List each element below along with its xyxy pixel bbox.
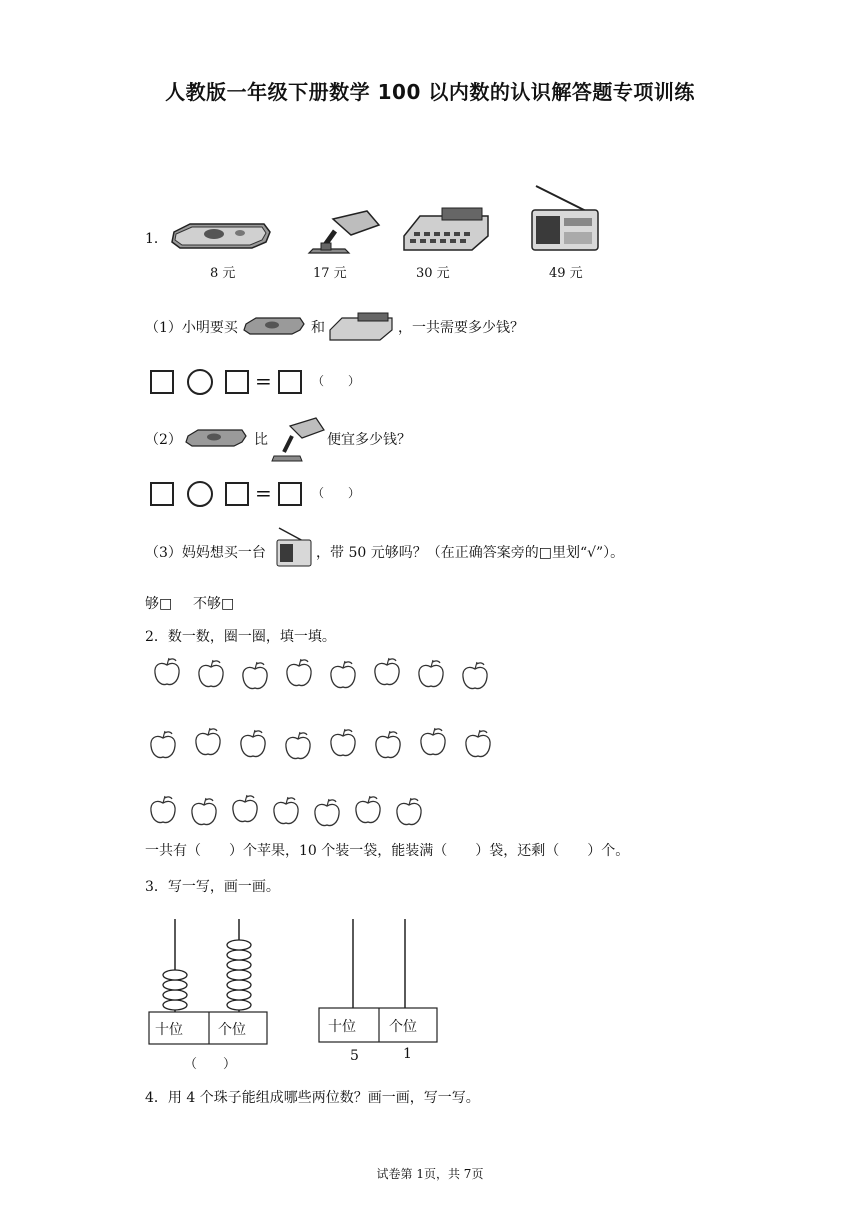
ones-label: 个位 xyxy=(389,1019,417,1035)
answer-box[interactable] xyxy=(150,370,174,394)
apple-icon xyxy=(418,726,448,758)
price-lamp: 17 元 xyxy=(313,266,347,281)
radio-image xyxy=(528,182,604,254)
radio-small-icon xyxy=(275,526,313,570)
ones-label: 个位 xyxy=(218,1022,246,1038)
operator-circle[interactable] xyxy=(187,481,213,507)
toy-board-small-icon xyxy=(242,314,306,338)
q2-fill-sentence: 一共有（ ）个苹果，10 个装一袋，能装满（ ）袋，还剩（ ）个。 xyxy=(145,843,630,859)
apple-icon xyxy=(460,660,490,692)
toy-board-small-icon xyxy=(184,426,248,450)
apple-icon xyxy=(394,796,424,828)
q1-sub3-prefix: （3）妈妈想买一台 xyxy=(145,545,266,561)
abacus-bead xyxy=(227,950,251,960)
option-enough[interactable]: 够□ xyxy=(145,596,173,612)
apple-icon xyxy=(284,657,314,689)
page-title: 人教版一年级下册数学 100 以内数的认识解答题专项训练 xyxy=(165,80,695,104)
apple-icon xyxy=(148,729,178,761)
right-ones-digit: 1 xyxy=(403,1046,412,1062)
abacus-bead xyxy=(163,1000,187,1010)
apple-icon xyxy=(189,796,219,828)
toy-board-image xyxy=(168,218,272,254)
apple-icon xyxy=(238,728,268,760)
right-tens-digit: 5 xyxy=(350,1048,359,1064)
q3-heading: 3．写一写，画一画。 xyxy=(145,879,280,895)
answer-box[interactable] xyxy=(278,482,302,506)
answer-box[interactable] xyxy=(225,482,249,506)
desk-lamp-image xyxy=(305,205,381,257)
equals-sign: = xyxy=(255,481,272,505)
apple-icon xyxy=(283,730,313,762)
abacus-bead xyxy=(163,970,187,980)
unit-blank[interactable]: （ ） xyxy=(312,486,361,500)
apple-icon xyxy=(196,658,226,690)
option-not-enough[interactable]: 不够□ xyxy=(193,596,235,612)
q4-heading: 4．用 4 个珠子能组成哪些两位数？画一画，写一写。 xyxy=(145,1090,480,1106)
abacus-bead xyxy=(227,980,251,990)
apple-icon xyxy=(372,656,402,688)
price-toy: 8 元 xyxy=(210,266,236,281)
abacus-bead xyxy=(163,990,187,1000)
q1-sub1-and: 和 xyxy=(311,320,325,336)
page-footer: 试卷第 1页，共 7页 xyxy=(376,1167,484,1181)
q1-sub2-suffix: 便宜多少钱？ xyxy=(327,432,411,448)
apple-icon xyxy=(328,727,358,759)
abacus-bead xyxy=(227,1000,251,1010)
q1-sub2-prefix: （2） xyxy=(145,432,182,448)
apple-icon xyxy=(230,793,260,825)
answer-box[interactable] xyxy=(278,370,302,394)
apple-icon xyxy=(416,658,446,690)
q1-sub1-prefix: （1）小明要买 xyxy=(145,320,238,336)
desk-lamp-small-icon xyxy=(270,414,326,464)
q1-sub3-suffix: ，带 50 元够吗？（在正确答案旁的□里划“√”）。 xyxy=(316,545,625,561)
tens-label: 十位 xyxy=(155,1022,183,1038)
unit-blank[interactable]: （ ） xyxy=(312,374,361,388)
calculator-image xyxy=(402,206,490,252)
apple-icon xyxy=(312,797,342,829)
apple-icon xyxy=(373,729,403,761)
tens-label: 十位 xyxy=(328,1019,356,1035)
operator-circle[interactable] xyxy=(187,369,213,395)
abacus-bead xyxy=(227,990,251,1000)
q2-heading: 2．数一数，圈一圈，填一填。 xyxy=(145,629,336,645)
abacus-bead xyxy=(227,940,251,950)
apple-icon xyxy=(240,660,270,692)
q1-sub1-suffix: ，一共需要多少钱？ xyxy=(398,320,524,336)
price-calculator: 30 元 xyxy=(416,266,450,281)
abacus-bead xyxy=(227,960,251,970)
apple-icon xyxy=(328,659,358,691)
q1-number: 1． xyxy=(145,231,168,247)
price-radio: 49 元 xyxy=(549,266,583,281)
abacus-bead xyxy=(227,970,251,980)
abacus-left-answer[interactable]: （ ） xyxy=(184,1057,237,1072)
q1-sub2-than: 比 xyxy=(254,432,268,448)
answer-box[interactable] xyxy=(225,370,249,394)
apple-icon xyxy=(353,794,383,826)
abacus-bead xyxy=(163,980,187,990)
equals-sign: = xyxy=(255,369,272,393)
calculator-small-icon xyxy=(328,312,394,342)
answer-box[interactable] xyxy=(150,482,174,506)
apple-icon xyxy=(148,794,178,826)
apple-icon xyxy=(152,656,182,688)
apple-icon xyxy=(193,726,223,758)
apple-icon xyxy=(271,795,301,827)
apple-icon xyxy=(463,728,493,760)
